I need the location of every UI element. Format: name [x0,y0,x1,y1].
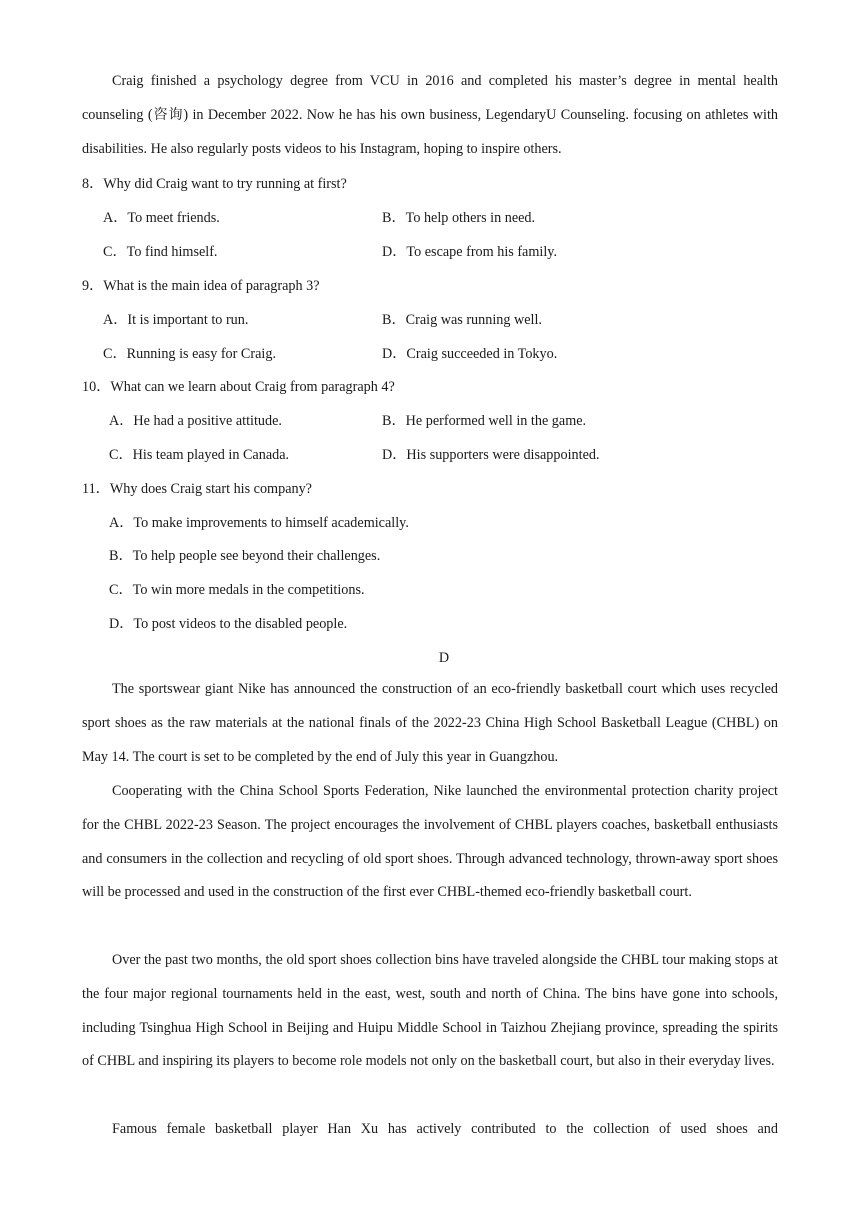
question-11-option-c[interactable]: C．To win more medals in the competitions. [109,582,365,598]
section-d-paragraph-3: Over the past two months, the old sport shoes collection bins have traveled alongside the CHBL tour making stops at the four major regional tournaments held in the east, west, south and north of China. The bins have gone into schools, including Tsinghua High School in Beijing and Huipu Middle School in Taizhou Zhejiang province, spreading the spirits of CHBL and inspiring its players to become role models not only on the basketball court, but also in their everyday lives. [82,952,778,1070]
question-10-option-d[interactable]: D．His supporters were disappointed. [382,447,600,463]
question-9-option-a[interactable]: A．It is important to run. [103,312,249,328]
section-d-paragraph-1: The sportswear giant Nike has announced the construction of an eco-friendly basketball court which uses recycled sport shoes as the raw materials at the national finals of the 2022-23 China High School Basketball League (CHBL) on May 14. The court is set to be completed by the end of July this year in Guangzhou. [82,681,778,765]
section-d-paragraph-4: Famous female basketball player Han Xu has actively contributed to the collection of used shoes and [112,1121,778,1137]
question-11-stem: 11．Why does Craig start his company? [82,481,312,497]
question-9-option-c[interactable]: C．Running is easy for Craig. [103,346,276,362]
question-8-stem: 8．Why did Craig want to try running at first? [82,176,347,192]
question-10-option-c[interactable]: C．His team played in Canada. [109,447,290,463]
question-11-option-a[interactable]: A．To make improvements to himself academically. [109,515,409,531]
question-9-option-b[interactable]: B．Craig was running well. [382,312,542,328]
question-8-option-b[interactable]: B．To help others in need. [382,210,536,226]
question-9-option-d[interactable]: D．Craig succeeded in Tokyo. [382,346,558,362]
passage-c-final-paragraph: Craig finished a psychology degree from VCU in 2016 and completed his master’s degree in mental health counseling (咨询) in December 2022. Now he has his own business, LegendaryU Counseling. focusing on athletes with disabilities. He also regularly posts videos to his Instagram, hoping to inspire others. [82,73,778,157]
question-10-stem: 10．What can we learn about Craig from paragraph 4? [82,379,395,395]
question-9-stem: 9．What is the main idea of paragraph 3? [82,278,320,294]
question-8-option-d[interactable]: D．To escape from his family. [382,244,557,260]
question-11-option-b[interactable]: B．To help people see beyond their challenges. [109,548,381,564]
question-10-option-a[interactable]: A．He had a positive attitude. [109,413,282,429]
question-11-option-d[interactable]: D．To post videos to the disabled people. [109,616,348,632]
question-8-option-c[interactable]: C．To find himself. [103,244,218,260]
question-10-option-b[interactable]: B．He performed well in the game. [382,413,587,429]
section-d-heading: D [438,650,450,666]
question-8-option-a[interactable]: A．To meet friends. [103,210,220,226]
section-d-paragraph-2: Cooperating with the China School Sports Federation, Nike launched the environmental protection charity project for the CHBL 2022-23 Season. The project encourages the involvement of CHBL players coaches, basketball enthusiasts and consumers in the collection and recycling of old sport shoes. Through advanced technology, thrown-away sport shoes will be processed and used in the construction of the first ever CHBL-themed eco-friendly basketball court. [82,783,778,901]
